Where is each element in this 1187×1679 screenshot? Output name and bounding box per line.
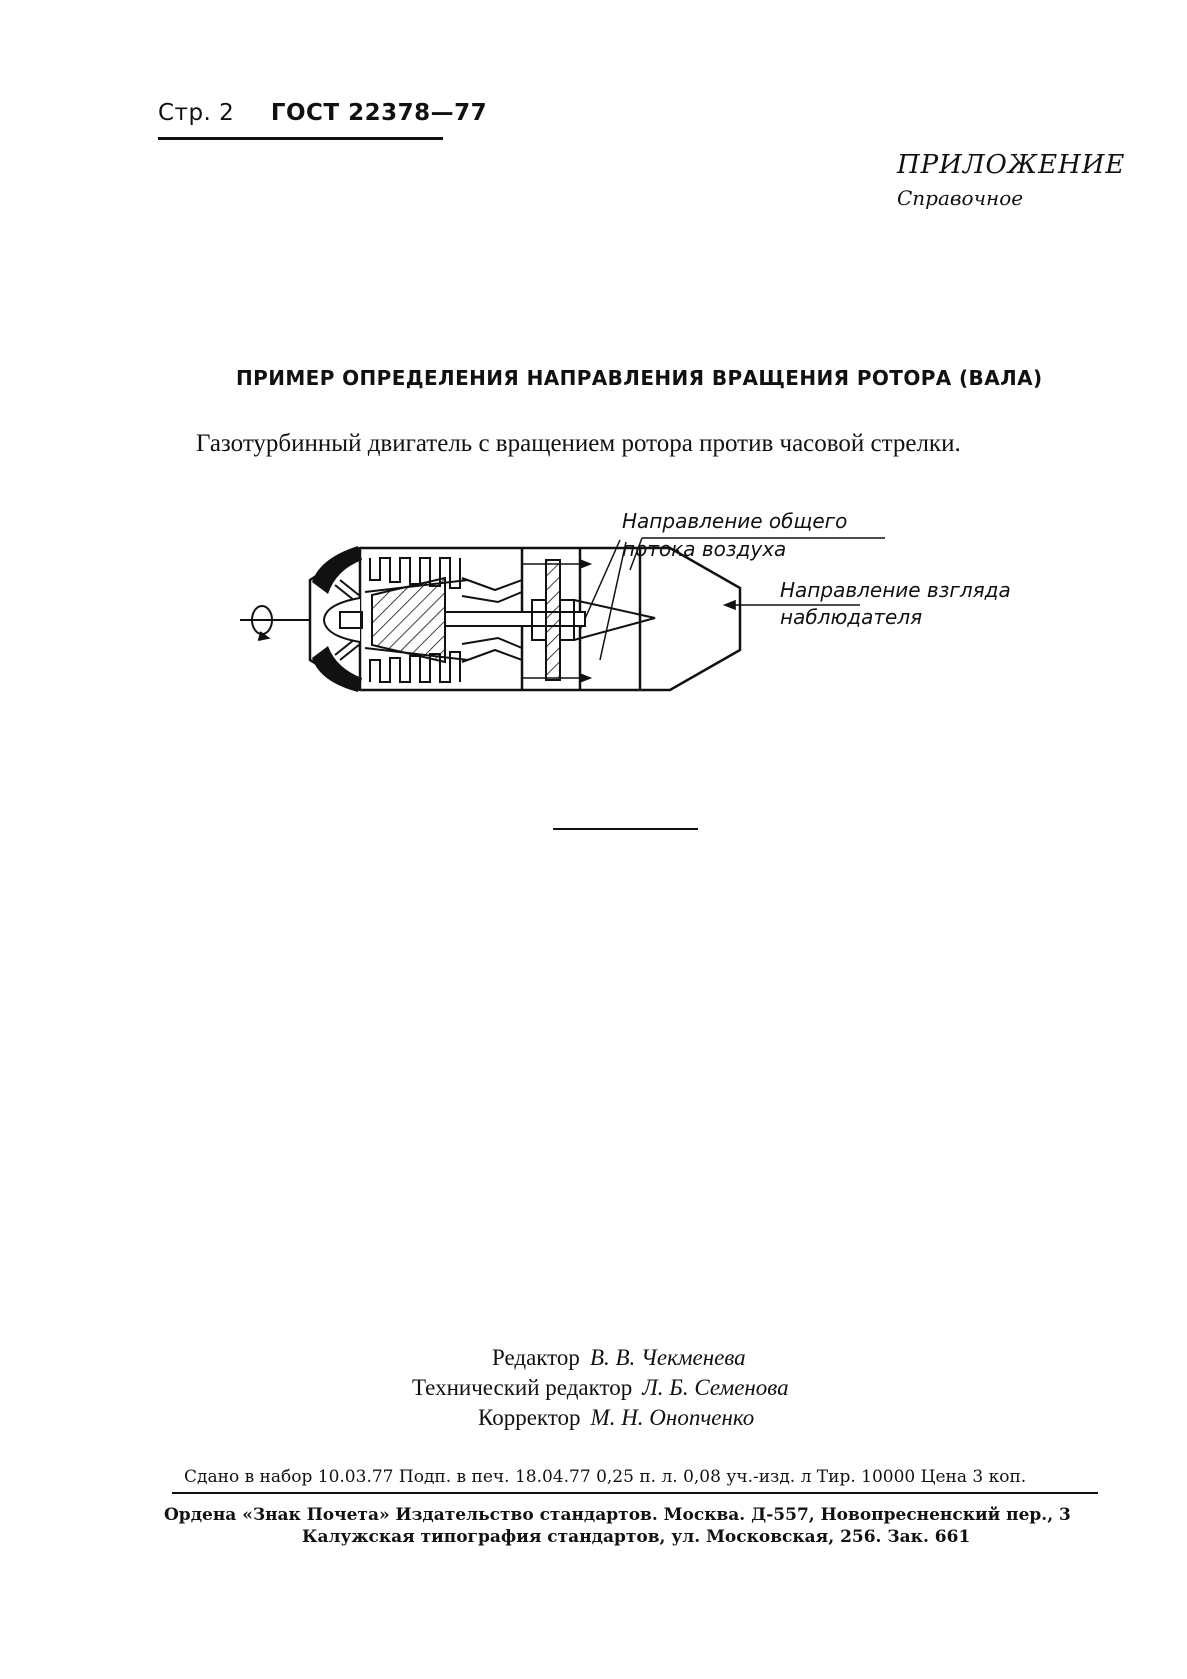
label-airflow-line2: потока воздуха bbox=[622, 537, 787, 561]
tech-editor-role: Технический редактор bbox=[412, 1375, 633, 1400]
header-rule bbox=[158, 137, 443, 140]
imprint-rule bbox=[172, 1492, 1098, 1494]
label-view-line1: Направление взгляда bbox=[780, 578, 1011, 602]
rotor-shaft bbox=[445, 612, 585, 626]
label-view-line2: наблюдателя bbox=[780, 605, 923, 629]
standard-number: ГОСТ 22378—77 bbox=[270, 100, 488, 126]
rotation-arrow bbox=[240, 606, 310, 640]
corrector-name: М. Н. Онопченко bbox=[590, 1405, 755, 1430]
exhaust-cone bbox=[574, 600, 655, 640]
section-divider bbox=[553, 828, 698, 830]
imprint-line-3: Калужская типография стандартов, ул. Московская, 256. Зак. 661 bbox=[302, 1527, 971, 1547]
section-title: ПРИМЕР ОПРЕДЕЛЕНИЯ НАПРАВЛЕНИЯ ВРАЩЕНИЯ РОТОРА (ВАЛА) bbox=[236, 366, 1043, 390]
nose-cone bbox=[324, 598, 360, 642]
imprint-line-1: Сдано в набор 10.03.77 Подп. в печ. 18.04.77 0,25 п. л. 0,08 уч.-изд. л Тир. 10000 Цена 3 коп. bbox=[184, 1467, 1027, 1487]
editor-name: В. В. Чекменева bbox=[589, 1345, 746, 1370]
corrector-role: Корректор bbox=[478, 1405, 581, 1430]
tech-editor-name: Л. Б. Семенова bbox=[642, 1375, 789, 1400]
engine-diagram bbox=[240, 500, 1020, 770]
appendix-title: ПРИЛОЖЕНИЕ bbox=[897, 150, 1126, 180]
credit-corrector bbox=[478, 1405, 754, 1431]
appendix-subtitle: Справочное bbox=[897, 186, 1024, 210]
imprint-line-2: Ордена «Знак Почета» Издательство стандартов. Москва. Д-557, Новопресненский пер., 3 bbox=[164, 1505, 1071, 1525]
page-number: Стр. 2 bbox=[158, 100, 235, 126]
label-airflow-line1: Направление общего bbox=[622, 509, 848, 533]
editor-role: Редактор bbox=[492, 1345, 580, 1370]
credit-editor bbox=[492, 1345, 746, 1371]
body-paragraph: Газотурбинный двигатель с вращением ротора против часовой стрелки. bbox=[196, 430, 961, 457]
turbine-disc bbox=[546, 560, 560, 680]
credit-tech-editor bbox=[412, 1375, 789, 1401]
page-header bbox=[158, 100, 487, 126]
